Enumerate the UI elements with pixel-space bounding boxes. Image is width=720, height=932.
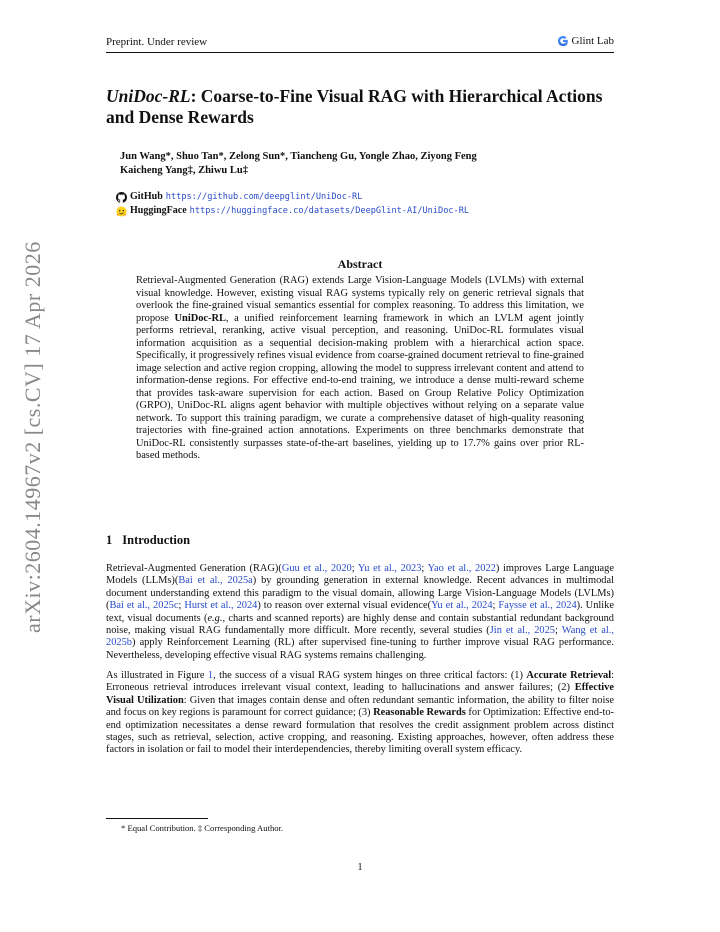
- author-line-1: Jun Wang*, Shuo Tan*, Zelong Sun*, Tiancheng Gu, Yongle Zhao, Ziyong Feng: [120, 151, 477, 162]
- p1-text: , charts and scanned reports) are highly dense and contain substantial redundant background noise, making visual RAG fundamentally more difficult. More recently, several studies (: [106, 612, 614, 637]
- p2-text: for Optimization: Effective end-to-end optimization necessitates a dense reward formulation that resolves the credit assignment problem across distinct stages, such as retrieval, selection, active cropping, and reasoning. Existing approaches, however, often address these factors in isolation or fail to model their interdependencies, thereby limiting overall system efficacy.: [106, 707, 614, 756]
- abstract-text-end: , a unified reinforcement learning framework in which an LVLM agent jointly performs retrieval, reranking, active visual perception, and reasoning. UniDoc-RL formulates visual information acquisition as a sequential decision-making problem with a hierarchical action space. Specifically, it progressively refines visual evidence from coarse-grained document retrieval to fine-grained image selection and active region cropping, allowing the model to suppress irrelevant content and attend to information-dense regions. For effective end-to-end training, we introduce a dense multi-reward scheme that provides task-aware supervision for each action. Based on Group Relative Policy Optimization (GRPO), UniDoc-RL aligns agent behavior with multiple objectives without relying on a separate value network. To support this training paradigm, we curate a comprehensive dataset of high-quality reasoning trajectories with fine-grained action annotations. Experiments on three benchmarks demonstrate that UniDoc-RL consistently surpasses state-of-the-art baselines, yielding up to 17.7% gains over prior RL-based methods.: [136, 312, 584, 461]
- section-title: Introduction: [122, 533, 191, 547]
- huggingface-row: [116, 204, 636, 218]
- github-icon: [116, 192, 127, 203]
- intro-paragraph-1: [106, 563, 614, 662]
- citation-link[interactable]: Hurst et al., 2024: [184, 600, 258, 612]
- header-affiliation: [557, 35, 614, 47]
- p1-text: ;: [178, 600, 185, 612]
- author-list: [120, 150, 590, 178]
- abstract-text-start: Retrieval-Augmented Generation (RAG) extends Large Vision-Language Models (LVLMs) with external visual knowledge. However, existing visual RAG systems typically rely on generic retrieval signals that overlook the fine-grained visual semantics essential for complex reasoning. To address this limitation, we propose: [136, 275, 584, 324]
- p2-text: As illustrated in Figure: [106, 670, 208, 681]
- running-header: [106, 34, 614, 53]
- p1-text: ) apply Reinforcement Learning (RL) after supervised fine-tuning to further improve visual RAG performance. Nevertheless, developing effective visual RAG systems remains challenging.: [106, 637, 614, 661]
- arxiv-side-stamp: [20, 241, 45, 633]
- glint-logo-icon: [557, 35, 569, 47]
- github-row: [116, 190, 636, 204]
- factor-visual-utilization: Effective Visual Utilization: [106, 682, 614, 706]
- p1-text: ;: [351, 563, 358, 574]
- author-line-2: Kaicheng Yang‡, Zhiwu Lu‡: [120, 165, 248, 176]
- citation-link[interactable]: Yu et al., 2023: [357, 563, 422, 574]
- citation-link[interactable]: Jin et al., 2025: [489, 625, 555, 637]
- github-link[interactable]: https://github.com/deepglint/UniDoc-RL: [165, 192, 363, 202]
- citation-link[interactable]: Faysse et al., 2024: [498, 600, 577, 612]
- footnote: * Equal Contribution. ‡ Corresponding Author.: [121, 823, 284, 833]
- p1-text: ). Unlike text, visual documents (: [106, 600, 614, 624]
- p1-text: ) by grounding generation in external knowledge. Recent advances in multimodal document understanding extend this paradigm to the visual domain, allowing Large Vision-Language Models (LVLMs)(: [106, 575, 614, 612]
- paper-title: [106, 86, 626, 128]
- p1-text: ;: [554, 625, 562, 637]
- p2-text: : Given that images contain dense and often redundant semantic information, the ability to filter noise and focus on key regions is paramount for correct guidance; (3): [106, 694, 614, 719]
- abstract-heading: Abstract: [337, 257, 383, 271]
- p1-text: ) improves Large Language Models (LLMs)(: [106, 563, 614, 587]
- arxiv-identifier: arXiv:2604.14967v2 [cs.CV] 17 Apr 2026: [20, 241, 45, 633]
- factor-reasonable-rewards: Reasonable Rewards: [373, 707, 466, 719]
- header-status: Preprint. Under review: [106, 36, 208, 48]
- title-rest: : Coarse-to-Fine Visual RAG with Hierarchical Actions and Dense Rewards: [106, 86, 603, 127]
- huggingface-label: HuggingFace: [130, 205, 187, 216]
- citation-link[interactable]: Bai et al., 2025c: [109, 600, 179, 612]
- factor-accurate-retrieval: Accurate Retrieval: [526, 670, 612, 681]
- huggingface-link[interactable]: https://huggingface.co/datasets/DeepGlint-AI/UniDoc-RL: [189, 206, 470, 216]
- section-number: 1: [106, 533, 113, 547]
- citation-link[interactable]: Wang et al., 2025b: [106, 625, 614, 649]
- citation-link[interactable]: Guu et al., 2020: [281, 563, 352, 574]
- citation-link[interactable]: Yao et al., 2022: [427, 563, 496, 574]
- p1-text: ;: [492, 600, 499, 612]
- resource-links: [116, 190, 636, 218]
- github-label: GitHub: [130, 191, 163, 202]
- citation-link[interactable]: Yu et al., 2024: [431, 600, 493, 612]
- citation-link[interactable]: Bai et al., 2025a: [178, 575, 253, 587]
- section-heading-introduction: [106, 533, 190, 548]
- header-lab-name: Glint Lab: [571, 35, 614, 47]
- abstract-method-name: UniDoc-RL: [174, 312, 226, 324]
- p2-text: : Erroneous retrieval introduces irrelevant visual context, leading to hallucinations and answer failures; (2): [106, 670, 614, 694]
- abstract-body: [136, 275, 584, 463]
- p1-italic-eg: e.g.: [207, 612, 223, 624]
- p1-text: ;: [421, 563, 428, 574]
- title-italic: UniDoc-RL: [106, 86, 191, 106]
- footnote-rule: [106, 818, 208, 819]
- figure-reference-link[interactable]: 1: [207, 670, 214, 681]
- huggingface-icon: [116, 206, 127, 217]
- p1-text: ) to reason over external visual evidence(: [257, 600, 432, 612]
- p2-text: , the success of a visual RAG system hinges on three critical factors: (1): [213, 670, 527, 681]
- p1-text: Retrieval-Augmented Generation (RAG)(: [106, 563, 282, 574]
- page-number: 1: [357, 862, 363, 873]
- intro-paragraph-2: [106, 670, 614, 757]
